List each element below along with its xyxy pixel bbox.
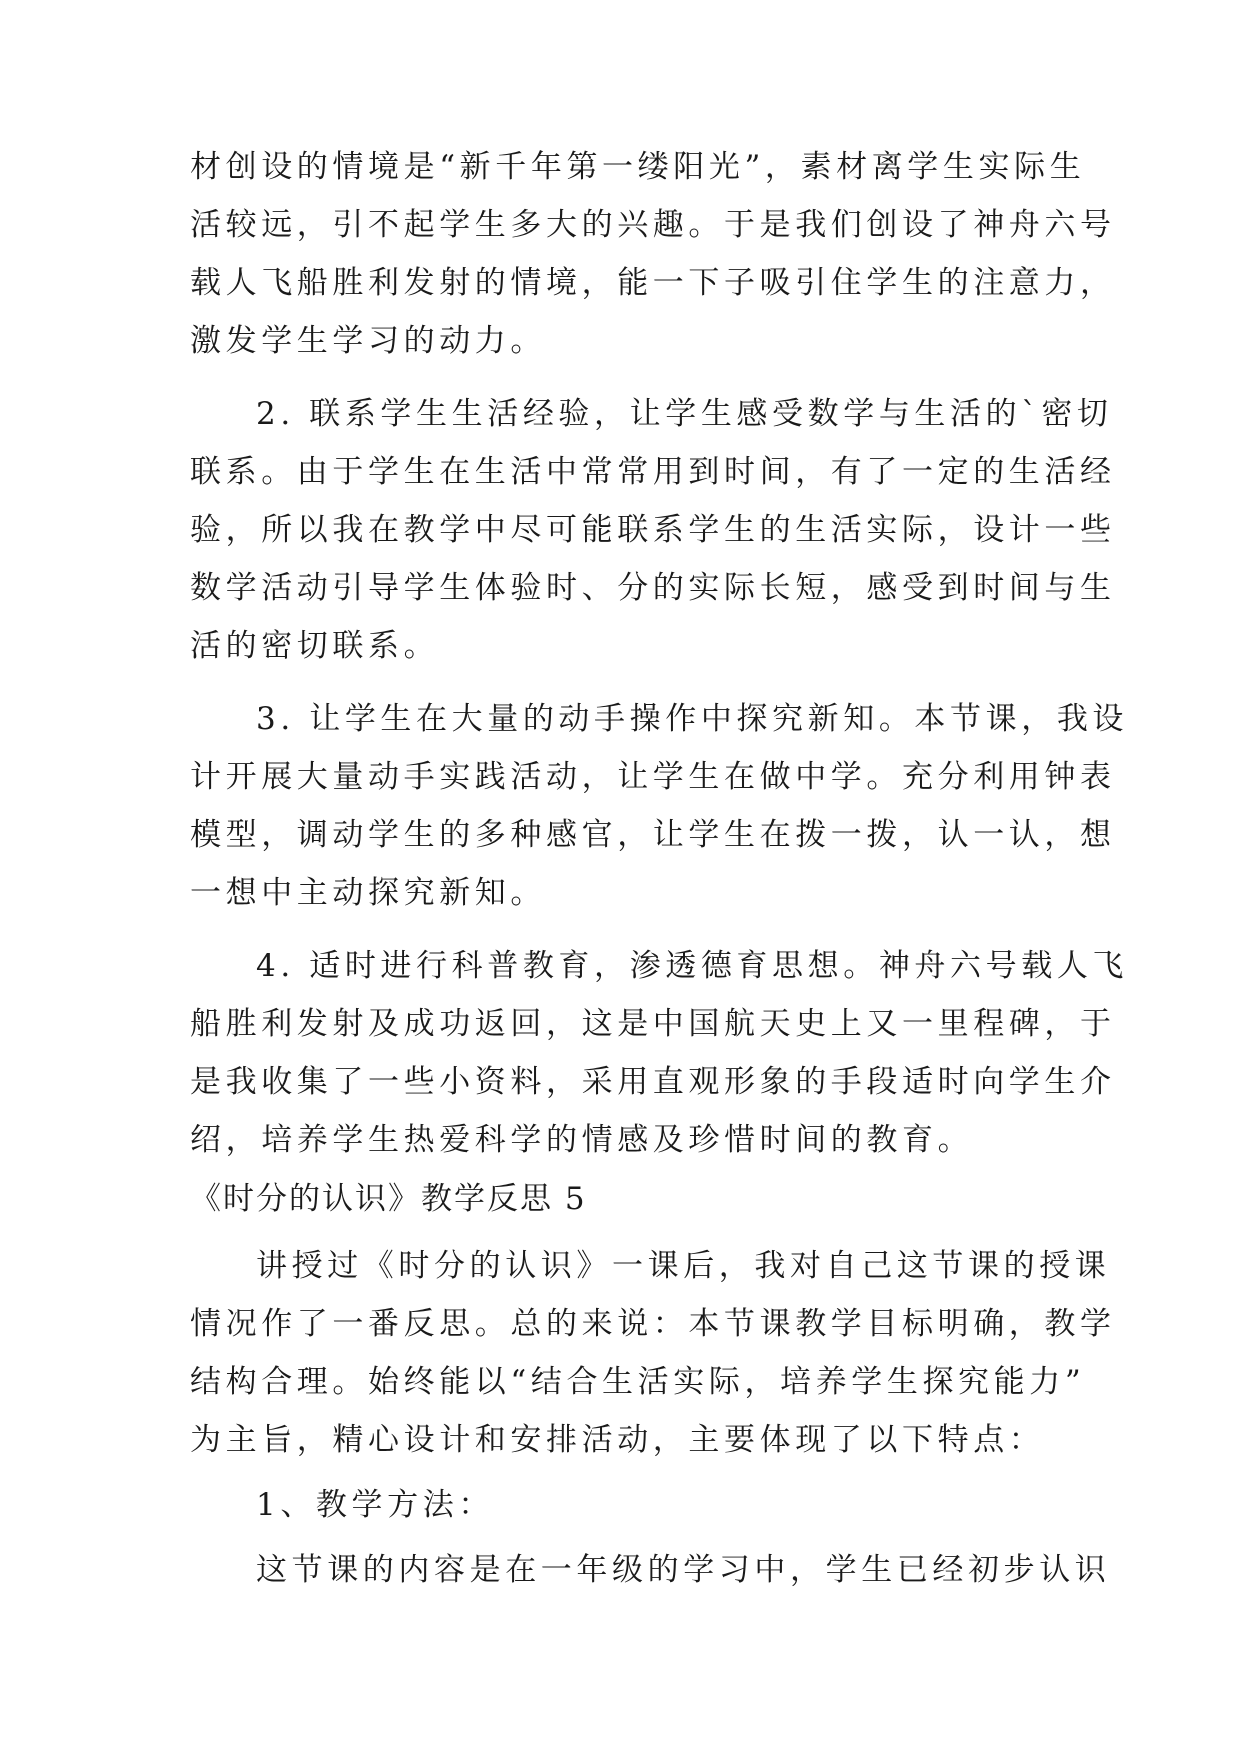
text-line: 载人飞船胜利发射的情境，能一下子吸引住学生的注意力， (190, 265, 1116, 301)
text-line: 模型，调动学生的多种感官，让学生在拨一拨，认一认，想 (190, 817, 1116, 853)
text-line: 激发学生学习的动力。 (190, 323, 546, 359)
text-line: 为主旨，精心设计和安排活动，主要体现了以下特点： (190, 1422, 1045, 1458)
text-line: 数学活动引导学生体验时、分的实际长短，感受到时间与生 (190, 570, 1116, 606)
paragraph-6-first-line: 这节课的内容是在一年级的学习中，学生已经初步认识 (256, 1552, 1111, 1588)
text-line: 计开展大量动手实践活动，让学生在做中学。充分利用钟表 (190, 759, 1116, 795)
section-heading: 《时分的认识》教学反思 5 (190, 1181, 587, 1217)
text-line: 结构合理。始终能以“结合生活实际，培养学生探究能力” (190, 1364, 1086, 1400)
text-line: 活较远，引不起学生多大的兴趣。于是我们创设了神舟六号 (190, 207, 1116, 243)
paragraph-3-first-line: 3. 让学生在大量的动手操作中探究新知。本节课，我设 (256, 701, 1129, 737)
text-line: 绍，培养学生热爱科学的情感及珍惜时间的教育。 (190, 1122, 974, 1158)
text-line: 联系。由于学生在生活中常常用到时间，有了一定的生活经 (190, 454, 1116, 490)
text-line: 情况作了一番反思。总的来说：本节课教学目标明确，教学 (190, 1306, 1116, 1342)
text-line: 一想中主动探究新知。 (190, 875, 546, 911)
text-line: 活的密切联系。 (190, 628, 440, 664)
text-line: 验，所以我在教学中尽可能联系学生的生活实际，设计一些 (190, 512, 1116, 548)
subheading-teaching-method: 1、教学方法： (256, 1487, 494, 1523)
text-line: 材创设的情境是“新千年第一缕阳光”，素材离学生实际生 (190, 149, 1086, 185)
text-line: 船胜利发射及成功返回，这是中国航天史上又一里程碑，于 (190, 1006, 1116, 1042)
text-line: 是我收集了一些小资料，采用直观形象的手段适时向学生介 (190, 1064, 1116, 1100)
paragraph-5-first-line: 讲授过《时分的认识》一课后，我对自己这节课的授课 (256, 1248, 1111, 1284)
paragraph-4-first-line: 4. 适时进行科普教育，渗透德育思想。神舟六号载人飞 (256, 948, 1129, 984)
paragraph-2-first-line: 2. 联系学生生活经验，让学生感受数学与生活的`密切 (256, 396, 1113, 432)
